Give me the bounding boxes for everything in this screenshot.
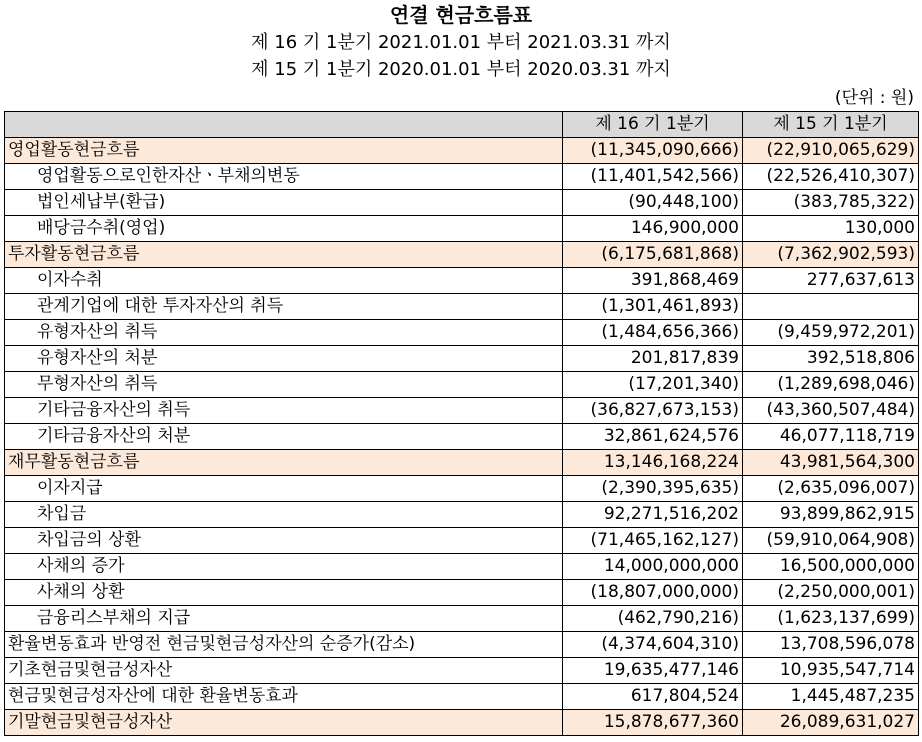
row-prior-value: 277,637,613: [743, 268, 919, 294]
row-prior-value: 43,981,564,300: [743, 450, 919, 476]
period-prior: 제 15 기 1분기 2020.01.01 부터 2020.03.31 까지: [251, 59, 671, 80]
row-label: 기초현금및현금성자산: [5, 658, 563, 684]
table-row: [5, 710, 919, 736]
row-prior-value: [743, 294, 919, 320]
row-current-value: (6,175,681,868): [563, 242, 743, 268]
row-current-value: (36,827,673,153): [563, 398, 743, 424]
table-row: [5, 242, 919, 268]
row-label: 영업활동으로인한자산ㆍ부채의변동: [5, 164, 563, 190]
row-prior-value: (383,785,322): [743, 190, 919, 216]
header-label: [5, 112, 563, 138]
row-prior-value: (1,289,698,046): [743, 372, 919, 398]
table-header-row: [5, 112, 919, 138]
row-prior-value: (2,250,000,001): [743, 580, 919, 606]
row-current-value: (71,465,162,127): [563, 528, 743, 554]
row-current-value: (4,374,604,310): [563, 632, 743, 658]
row-prior-value: 13,708,596,078: [743, 632, 919, 658]
row-current-value: 391,868,469: [563, 268, 743, 294]
row-label: 사채의 상환: [5, 580, 563, 606]
cash-flow-table: [4, 111, 919, 736]
row-current-value: (11,401,542,566): [563, 164, 743, 190]
row-prior-value: 392,518,806: [743, 346, 919, 372]
table-row: [5, 450, 919, 476]
row-prior-value: (22,526,410,307): [743, 164, 919, 190]
row-current-value: (1,484,656,366): [563, 320, 743, 346]
row-prior-value: (9,459,972,201): [743, 320, 919, 346]
row-current-value: (17,201,340): [563, 372, 743, 398]
row-label: 배당금수취(영업): [5, 216, 563, 242]
row-current-value: (11,345,090,666): [563, 138, 743, 164]
row-prior-value: 10,935,547,714: [743, 658, 919, 684]
table-row: [5, 164, 919, 190]
row-prior-value: (1,623,137,699): [743, 606, 919, 632]
row-current-value: 19,635,477,146: [563, 658, 743, 684]
row-prior-value: 93,899,862,915: [743, 502, 919, 528]
row-prior-value: (7,362,902,593): [743, 242, 919, 268]
row-prior-value: 26,089,631,027: [743, 710, 919, 736]
row-label: 환율변동효과 반영전 현금및현금성자산의 순증가(감소): [5, 632, 563, 658]
table-row: [5, 632, 919, 658]
row-label: 차입금: [5, 502, 563, 528]
table-row: [5, 424, 919, 450]
row-current-value: (2,390,395,635): [563, 476, 743, 502]
table-row: [5, 320, 919, 346]
row-current-value: (18,807,000,000): [563, 580, 743, 606]
table-row: [5, 476, 919, 502]
table-row: [5, 502, 919, 528]
row-label: 유형자산의 처분: [5, 346, 563, 372]
header-current-period: 제 16 기 1분기: [563, 112, 743, 138]
row-label: 기말현금및현금성자산: [5, 710, 563, 736]
row-label: 사채의 증가: [5, 554, 563, 580]
row-label: 이자수취: [5, 268, 563, 294]
row-label: 재무활동현금흐름: [5, 450, 563, 476]
row-label: 유형자산의 취득: [5, 320, 563, 346]
row-label: 무형자산의 취득: [5, 372, 563, 398]
row-prior-value: (59,910,064,908): [743, 528, 919, 554]
table-row: [5, 372, 919, 398]
table-row: [5, 190, 919, 216]
table-row: [5, 528, 919, 554]
row-label: 관계기업에 대한 투자자산의 취득: [5, 294, 563, 320]
table-row: [5, 580, 919, 606]
row-current-value: 13,146,168,224: [563, 450, 743, 476]
row-label: 금융리스부채의 지급: [5, 606, 563, 632]
row-label: 이자지급: [5, 476, 563, 502]
row-current-value: 32,861,624,576: [563, 424, 743, 450]
row-current-value: 146,900,000: [563, 216, 743, 242]
row-prior-value: 46,077,118,719: [743, 424, 919, 450]
table-row: [5, 684, 919, 710]
table-row: [5, 554, 919, 580]
row-label: 법인세납부(환급): [5, 190, 563, 216]
row-current-value: (90,448,100): [563, 190, 743, 216]
table-row: [5, 346, 919, 372]
row-label: 영업활동현금흐름: [5, 138, 563, 164]
row-label: 투자활동현금흐름: [5, 242, 563, 268]
row-current-value: 201,817,839: [563, 346, 743, 372]
row-prior-value: 1,445,487,235: [743, 684, 919, 710]
table-row: [5, 268, 919, 294]
header-prior-period: 제 15 기 1분기: [743, 112, 919, 138]
row-prior-value: (2,635,096,007): [743, 476, 919, 502]
row-prior-value: (43,360,507,484): [743, 398, 919, 424]
statement-title: 연결 현금흐름표: [389, 3, 533, 27]
table-row: [5, 658, 919, 684]
row-current-value: (1,301,461,893): [563, 294, 743, 320]
row-label: 기타금융자산의 처분: [5, 424, 563, 450]
row-label: 기타금융자산의 취득: [5, 398, 563, 424]
table-row: [5, 138, 919, 164]
row-current-value: 92,271,516,202: [563, 502, 743, 528]
row-prior-value: 130,000: [743, 216, 919, 242]
row-prior-value: (22,910,065,629): [743, 138, 919, 164]
row-current-value: 617,804,524: [563, 684, 743, 710]
table-row: [5, 216, 919, 242]
row-label: 현금및현금성자산에 대한 환율변동효과: [5, 684, 563, 710]
row-current-value: 14,000,000,000: [563, 554, 743, 580]
unit-label: (단위 : 원): [834, 88, 914, 108]
table-row: [5, 606, 919, 632]
table-row: [5, 294, 919, 320]
row-prior-value: 16,500,000,000: [743, 554, 919, 580]
row-current-value: (462,790,216): [563, 606, 743, 632]
table-row: [5, 398, 919, 424]
row-current-value: 15,878,677,360: [563, 710, 743, 736]
period-current: 제 16 기 1분기 2021.01.01 부터 2021.03.31 까지: [251, 32, 671, 53]
row-label: 차입금의 상환: [5, 528, 563, 554]
